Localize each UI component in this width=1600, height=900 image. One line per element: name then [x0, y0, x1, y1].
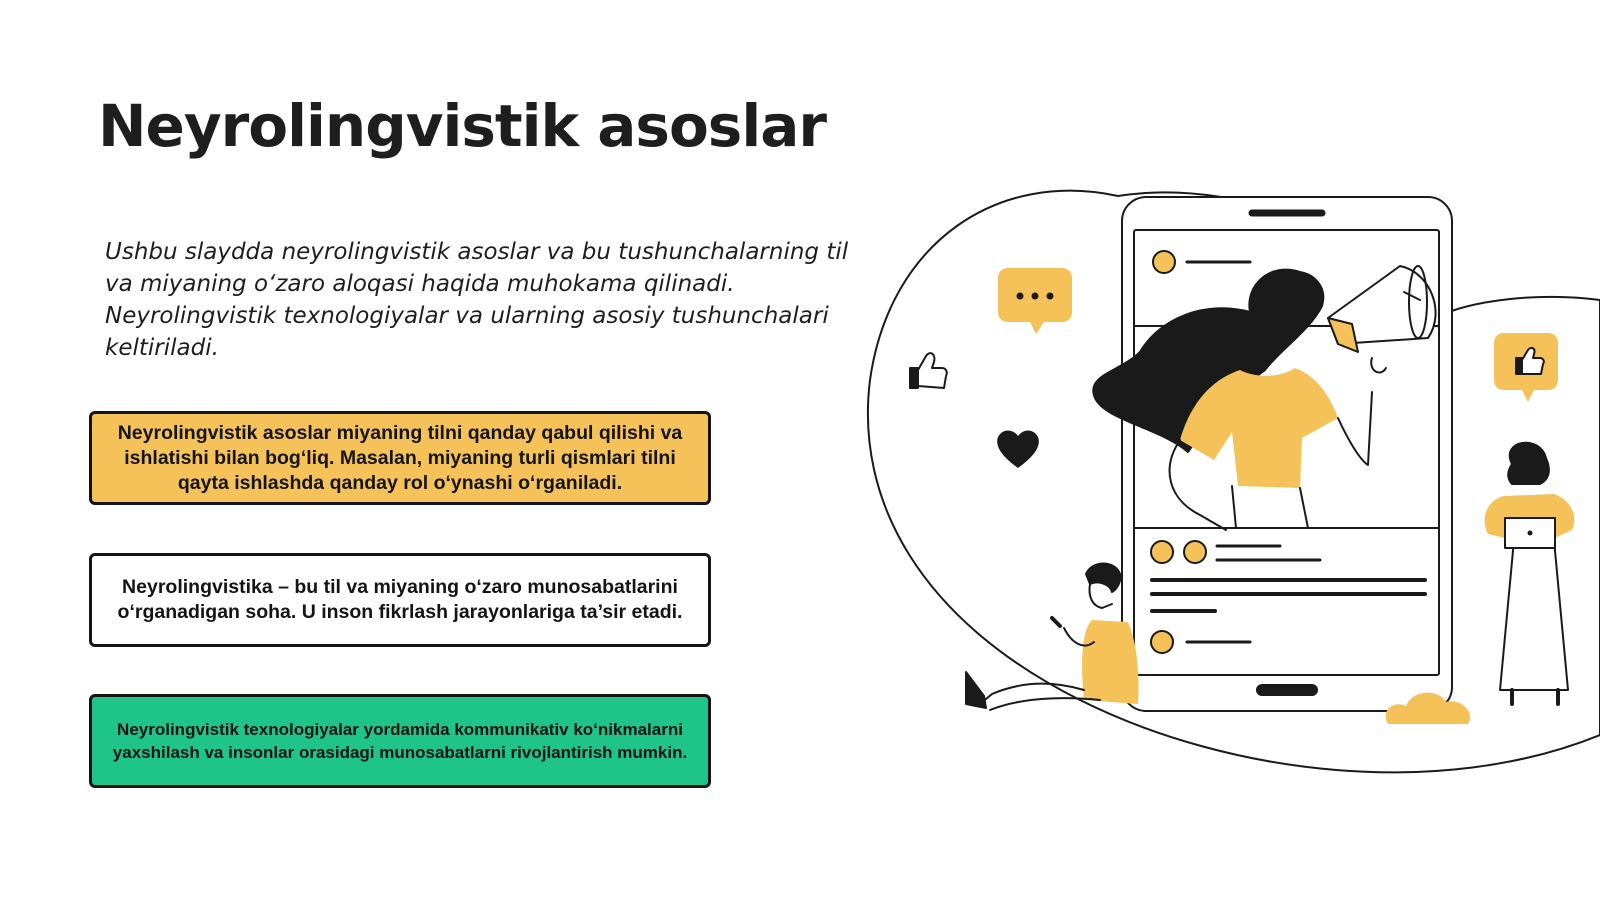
- shoe: [966, 672, 986, 708]
- thumbs-up-icon: [910, 353, 947, 388]
- intro-paragraph: Ushbu slaydda neyrolingvistik asoslar va bu tushunchalarning til va miyaning o‘zaro aloqasi haqida muhokama qilinadi. Neyrolingvistik texnologiyalar va ularning asosiy tushunchalari keltiriladi.: [105, 239, 849, 361]
- info-card-text: Neyrolingvistik texnologiyalar yordamida kommunikativ ko‘nikmalarni yaxshilash va insonlar orasidagi munosabatlarni rivojlantirish mumkin.: [112, 720, 688, 762]
- sitting-man-hair: [1086, 564, 1120, 593]
- heart-icon: [997, 430, 1039, 468]
- info-card-yellow: [89, 411, 711, 505]
- avatar: [1153, 251, 1175, 273]
- standing-woman-hair: [1508, 443, 1549, 484]
- speech-bubble-icon: [998, 268, 1072, 334]
- info-card-green: [89, 694, 711, 788]
- social-media-illustration: [860, 180, 1600, 800]
- info-card-text: Neyrolingvistik asoslar miyaning tilni qanday qabul qilishi va ishlatishi bilan bog‘liq. Masalan, miyaning turli qismlari tilni qayta ishlashda qanday rol o‘ynashi o‘rganiladi.: [117, 421, 683, 494]
- slide-title: Neyrolingvistik asoslar: [98, 92, 826, 160]
- info-card-text: Neyrolingvistika – bu til va miyaning o‘zaro munosabatlarini o‘rganadigan soha. U inson fikrlash jarayonlariga ta’sir etadi.: [117, 576, 683, 623]
- info-card-white: [89, 553, 711, 647]
